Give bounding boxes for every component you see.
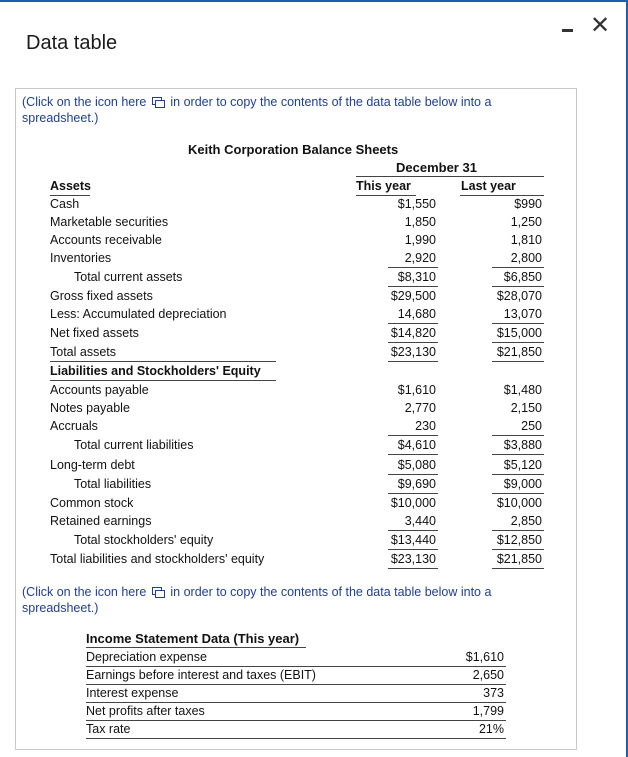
row-underline xyxy=(388,530,438,531)
row-label: Total liabilities and stockholders' equity xyxy=(50,552,265,566)
copy-icon[interactable] xyxy=(152,587,164,597)
table-row xyxy=(86,667,506,685)
table-row xyxy=(86,649,506,667)
row-label: Interest expense xyxy=(86,686,179,700)
row-underline xyxy=(492,435,544,436)
last-year-value: $3,880 xyxy=(503,438,542,452)
row-underline xyxy=(492,530,544,531)
table-row xyxy=(50,476,546,494)
table-row xyxy=(50,344,546,362)
row-underline xyxy=(492,286,544,287)
this-year-value: $23,130 xyxy=(390,345,436,359)
this-year-value: 2,920 xyxy=(404,251,436,265)
copy-note-line2: spreadsheet.) xyxy=(22,111,99,125)
last-year-value: $5,120 xyxy=(503,458,542,472)
last-year-value: 1,810 xyxy=(510,233,542,247)
row-underline xyxy=(388,286,438,287)
row-label: Accounts payable xyxy=(50,383,149,397)
last-year-value: $15,000 xyxy=(496,326,542,340)
title-underline xyxy=(86,647,306,648)
table-row xyxy=(50,437,546,455)
table-row xyxy=(50,513,546,531)
row-label: Cash xyxy=(50,197,80,211)
this-year-value: 14,680 xyxy=(397,307,436,321)
table-row xyxy=(50,306,546,324)
copy-note-suffix: in order to copy the contents of the data table below into a xyxy=(170,95,492,109)
last-year-value: $21,850 xyxy=(496,345,542,359)
this-year-value: 2,770 xyxy=(404,401,436,415)
table-row xyxy=(50,269,546,287)
last-year-value: 250 xyxy=(521,419,542,433)
copy-icon[interactable] xyxy=(152,97,164,107)
row-underline xyxy=(388,342,438,343)
row-underline xyxy=(388,493,438,494)
row-label: Common stock xyxy=(50,496,134,510)
close-icon[interactable]: ✕ xyxy=(589,12,611,39)
row-value: 1,799 xyxy=(472,704,504,718)
header-row xyxy=(50,178,546,196)
row-label: Net profits after taxes xyxy=(86,704,205,718)
table-row xyxy=(50,382,546,400)
row-underline xyxy=(388,549,438,550)
last-year-value: $12,850 xyxy=(496,533,542,547)
row-label: Total current liabilities xyxy=(74,438,194,452)
row-underline xyxy=(492,474,544,475)
period-header: December 31 xyxy=(396,160,477,175)
row-label: Depreciation expense xyxy=(86,650,207,664)
income-statement-header xyxy=(86,630,506,648)
table-row xyxy=(50,196,546,214)
row-label: Total liabilities xyxy=(74,477,152,491)
period-underline xyxy=(356,176,544,177)
row-underline xyxy=(492,267,544,268)
this-year-value: 1,850 xyxy=(404,215,436,229)
copy-note-line2: spreadsheet.) xyxy=(22,601,99,615)
this-year-value: $13,440 xyxy=(390,533,436,547)
table-row xyxy=(50,495,546,513)
last-year-value: $10,000 xyxy=(496,496,542,510)
assets-heading: Assets xyxy=(50,179,91,193)
last-year-value: $1,480 xyxy=(503,383,542,397)
row-label: Net fixed assets xyxy=(50,326,139,340)
row-underline xyxy=(492,549,544,550)
row-underline xyxy=(388,267,438,268)
income-statement-title: Income Statement Data (This year) xyxy=(86,631,300,646)
this-year-value: 3,440 xyxy=(404,514,436,528)
row-underline xyxy=(86,738,506,739)
row-label: Accruals xyxy=(50,419,98,433)
balance-sheet-title: Keith Corporation Balance Sheets xyxy=(188,142,399,157)
row-label: Marketable securities xyxy=(50,215,169,229)
window-border-top xyxy=(0,0,628,2)
last-year-value: 2,850 xyxy=(510,514,542,528)
table-row xyxy=(50,400,546,418)
row-value: 2,650 xyxy=(472,668,504,682)
row-label: Notes payable xyxy=(50,401,130,415)
this-year-value: $4,610 xyxy=(397,438,436,452)
last-year-value: 13,070 xyxy=(503,307,542,321)
last-year-value: $21,850 xyxy=(496,552,542,566)
this-year-value: $14,820 xyxy=(390,326,436,340)
row-value: 21% xyxy=(478,722,504,736)
row-label: Earnings before interest and taxes (EBIT) xyxy=(86,668,316,682)
row-label: Total assets xyxy=(50,345,117,359)
row-value: $1,610 xyxy=(465,650,504,664)
row-underline xyxy=(388,568,438,569)
this-year-value: $1,610 xyxy=(397,383,436,397)
table-row xyxy=(86,685,506,703)
col-last-year: Last year xyxy=(461,179,516,193)
this-year-value: $29,500 xyxy=(390,289,436,303)
window-title: Data table xyxy=(26,32,118,54)
col-this-year: This year xyxy=(356,179,411,193)
last-year-value: $9,000 xyxy=(503,477,542,491)
this-year-value: 1,990 xyxy=(404,233,436,247)
table-row xyxy=(86,721,506,739)
row-underline xyxy=(492,568,544,569)
liabilities-heading-row xyxy=(50,363,546,381)
table-row xyxy=(50,532,546,550)
this-year-value: $10,000 xyxy=(390,496,436,510)
last-year-value: $6,850 xyxy=(503,270,542,284)
copy-note-bottom xyxy=(22,584,491,616)
row-underline xyxy=(50,380,276,381)
row-label: Total stockholders' equity xyxy=(74,533,214,547)
liabilities-heading: Liabilities and Stockholders' Equity xyxy=(50,364,261,378)
row-underline xyxy=(388,474,438,475)
row-underline xyxy=(492,361,544,362)
copy-note-suffix: in order to copy the contents of the data table below into a xyxy=(170,585,492,599)
copy-note-prefix: (Click on the icon here xyxy=(22,95,147,109)
this-year-value: $9,690 xyxy=(397,477,436,491)
this-year-value: $23,130 xyxy=(390,552,436,566)
row-underline xyxy=(492,493,544,494)
row-label: Long-term debt xyxy=(50,458,135,472)
last-year-value: 2,150 xyxy=(510,401,542,415)
last-year-value: $28,070 xyxy=(496,289,542,303)
this-year-value: $8,310 xyxy=(397,270,436,284)
row-underline xyxy=(492,342,544,343)
row-label: Total current assets xyxy=(74,270,183,284)
this-year-value: 230 xyxy=(415,419,436,433)
copy-note-top xyxy=(22,94,491,126)
last-year-value: $990 xyxy=(514,197,542,211)
table-row xyxy=(50,325,546,343)
table-row xyxy=(50,250,546,268)
row-underline xyxy=(388,454,438,455)
table-row xyxy=(50,551,546,569)
table-row xyxy=(50,288,546,306)
table-row xyxy=(86,703,506,721)
row-label: Gross fixed assets xyxy=(50,289,153,303)
row-label: Retained earnings xyxy=(50,514,152,528)
row-underline xyxy=(50,361,276,362)
copy-note-prefix: (Click on the icon here xyxy=(22,585,147,599)
row-underline xyxy=(388,361,438,362)
table-row xyxy=(50,214,546,232)
row-value: 373 xyxy=(483,686,504,700)
row-label: Accounts receivable xyxy=(50,233,162,247)
last-year-value: 1,250 xyxy=(510,215,542,229)
row-label: Tax rate xyxy=(86,722,131,736)
row-underline xyxy=(492,323,544,324)
table-row xyxy=(50,232,546,250)
row-underline xyxy=(388,323,438,324)
table-row xyxy=(50,418,546,436)
row-underline xyxy=(388,435,438,436)
row-label: Less: Accumulated depreciation xyxy=(50,307,227,321)
row-underline xyxy=(492,454,544,455)
minimize-icon[interactable] xyxy=(558,18,578,38)
this-year-value: $1,550 xyxy=(397,197,436,211)
last-year-value: 2,800 xyxy=(510,251,542,265)
row-label: Inventories xyxy=(50,251,112,265)
this-year-value: $5,080 xyxy=(397,458,436,472)
table-row xyxy=(50,457,546,475)
